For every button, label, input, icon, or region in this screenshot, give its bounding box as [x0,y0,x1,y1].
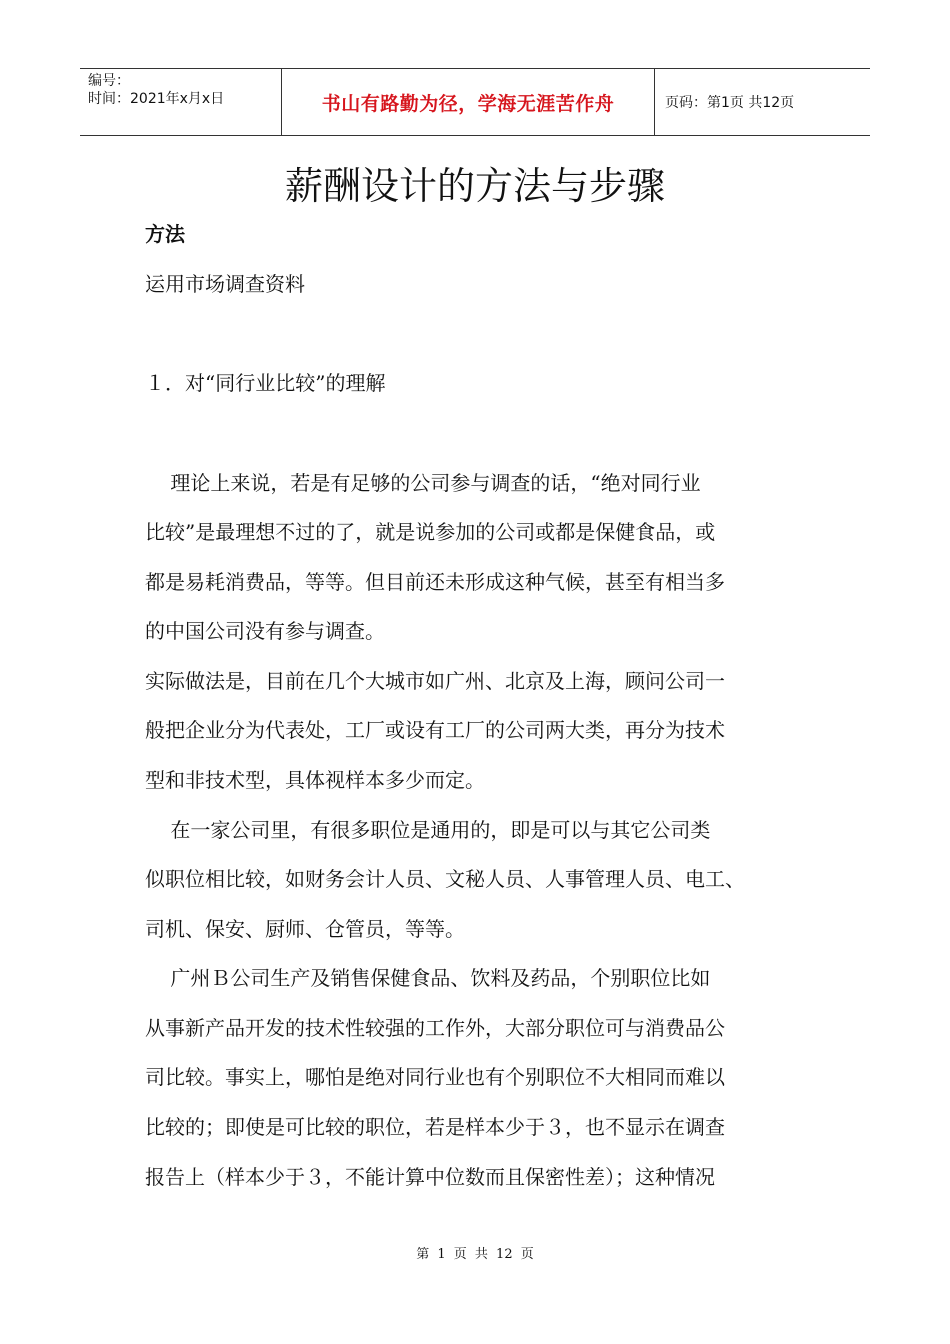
body-line: 比较的；即使是可比较的职位，若是样本少于３，也不显示在调查 [145,1115,725,1139]
body-line: 的中国公司没有参与调查。 [145,619,385,643]
body-line: 司机、保安、厨师、仓管员，等等。 [145,917,465,941]
header-motto: 书山有路勤为径，学海无涯苦作舟 [321,92,615,115]
header-table [80,68,870,136]
body-line: 实际做法是，目前在几个大城市如广州、北京及上海，顾问公司一 [145,669,725,693]
header-meta-cell [80,69,282,135]
document-number-label: 编号： [88,73,130,89]
body-line: 运用市场调查资料 [145,272,305,296]
body-line: 报告上（样本少于３，不能计算中位数而且保密性差）；这种情况 [145,1165,715,1189]
body-line: 司比较。事实上，哪怕是绝对同行业也有个别职位不大相同而难以 [145,1065,725,1089]
body-line: 理论上来说，若是有足够的公司参与调查的话，“绝对同行业 [145,471,701,495]
body-line: 般把企业分为代表处，工厂或设有工厂的公司两大类，再分为技术 [145,718,725,742]
document-date: 时间：2021年x月x日 [88,91,225,107]
body-line: 型和非技术型，具体视样本多少而定。 [145,768,485,792]
header-page-info: 页码：第1页 共12页 [665,95,795,111]
body-line: 比较”是最理想不过的了，就是说参加的公司或都是保健食品，或 [145,520,716,544]
header-page-cell [655,69,870,135]
body-line: 从事新产品开发的技术性较强的工作外，大部分职位可与消费品公 [145,1016,725,1040]
body-line: １．对“同行业比较”的理解 [145,371,386,395]
body-line: 都是易耗消费品，等等。但目前还未形成这种气候，甚至有相当多 [145,570,725,594]
body-line: 广州Ｂ公司生产及销售保健食品、饮料及药品，个别职位比如 [145,966,711,990]
body-line: 似职位相比较，如财务会计人员、文秘人员、人事管理人员、电工、 [145,867,745,891]
document-title: 薪酬设计的方法与步骤 [284,164,665,208]
body-line: 在一家公司里，有很多职位是通用的，即是可以与其它公司类 [145,818,711,842]
header-motto-cell [282,69,655,135]
section-heading: 方法 [145,222,185,246]
page-footer: 第 1 页 共 12 页 [416,1247,534,1262]
